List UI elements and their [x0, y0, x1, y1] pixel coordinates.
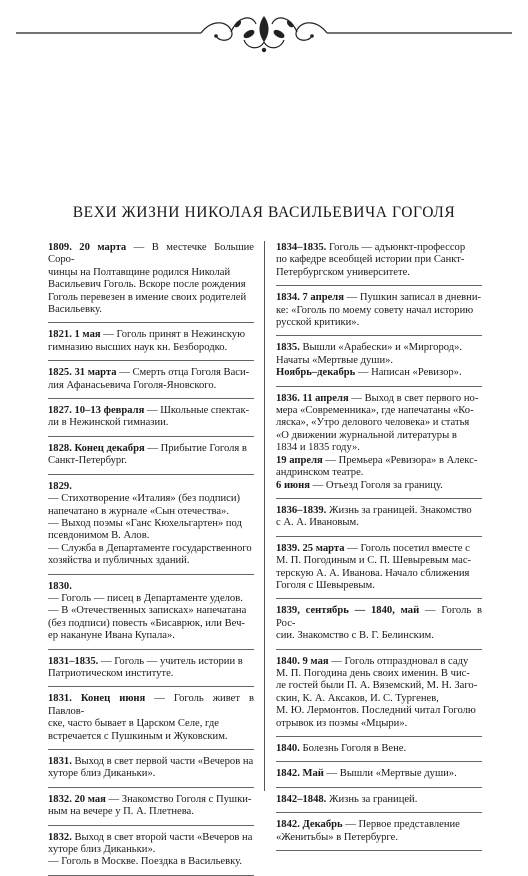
entry-line — [276, 305, 482, 317]
entry-text: — Гоголь в Москве. Поездка в Васильевку. — [48, 856, 243, 868]
entry-line — [276, 442, 482, 454]
entry-line — [48, 856, 254, 868]
column-divider — [264, 241, 265, 791]
entry-text: — Гоголь принят в Нежинскую — [100, 329, 246, 341]
chronology-entry — [276, 242, 482, 286]
entry-text: скин, К. А. Аксаков, И. С. Тургенев, — [276, 692, 439, 704]
entry-line — [48, 806, 254, 818]
entry-line — [276, 267, 482, 279]
entry-text: 1834 и 1835 году». — [276, 442, 360, 454]
entry-text: гимназию высших наук кн. Безбородко. — [48, 341, 228, 353]
entry-date: 1834. 7 апреля — [276, 292, 344, 304]
entry-text: — Гоголь отпраздновал в саду — [328, 655, 469, 667]
entry-line — [48, 518, 254, 530]
entry-line — [48, 417, 254, 429]
entry-line — [276, 505, 482, 517]
entry-text: хуторе близ Диканьки». — [48, 844, 156, 856]
entry-line — [276, 367, 482, 379]
entry-date: 1831–1835. — [48, 655, 99, 667]
entry-text: Васильевку. — [48, 304, 102, 316]
entry-text: (без подписи) повесть «Бисаврюк, или Веч- — [48, 617, 245, 629]
entry-line — [276, 819, 482, 831]
entry-line — [48, 656, 254, 668]
right-column — [276, 242, 482, 851]
chronology-entry — [276, 286, 482, 336]
entry-line — [48, 506, 254, 518]
chronology-entry — [276, 788, 482, 813]
entry-text: Гоголь — адъюнкт-профессор — [326, 242, 466, 253]
entry-text: — Знакомство Гоголя с Пушки- — [105, 793, 252, 805]
entry-text: Петербургском университете. — [276, 266, 410, 278]
entry-text: ке: «Гоголь по моему совету начал историю — [276, 304, 474, 316]
entry-text: Выход в свет второй части «Вечеров на — [71, 831, 253, 843]
entry-text: «О движении журнальной литературы в — [276, 429, 457, 441]
entry-text: — Гоголь в Рос- — [276, 605, 482, 629]
entry-text: встречается с Пушкиным и Жуковским. — [48, 730, 228, 742]
entry-line — [48, 668, 254, 680]
entry-text: Гоголя с Шевыревым. — [276, 579, 375, 591]
entry-line — [276, 317, 482, 329]
entry-text: сии. Знакомство с В. Г. Белинским. — [276, 630, 434, 642]
entry-date: 1831. — [48, 756, 72, 767]
entry-line — [48, 794, 254, 806]
entry-line — [276, 656, 482, 668]
entry-text: — Выход в свет первого но- — [348, 392, 479, 404]
chronology-entry — [48, 437, 254, 475]
entry-date: 1836. 11 апреля — [276, 392, 349, 404]
entry-date: 1842–1848. — [276, 793, 327, 805]
entry-line — [276, 794, 482, 806]
chronology-entry — [48, 826, 254, 876]
left-column — [48, 242, 254, 876]
entry-line — [276, 693, 482, 705]
entry-date: 1842. Май — [276, 768, 324, 780]
entry-text: Болезнь Гоголя в Вене. — [299, 743, 407, 754]
chronology-entry — [276, 813, 482, 851]
entry-line — [276, 680, 482, 692]
entry-line — [48, 718, 254, 730]
entry-line — [48, 581, 254, 593]
entry-text: — Выход поэмы «Ганс Кюхельгартен» под — [48, 517, 242, 529]
chronology-entry — [276, 650, 482, 737]
entry-line — [48, 279, 254, 291]
chronology-entry — [48, 242, 254, 323]
entry-text: андринском театре. — [276, 467, 364, 479]
entry-line — [48, 555, 254, 567]
chronology-entry — [48, 399, 254, 437]
entry-text: Патриотическом институте. — [48, 667, 174, 679]
entry-date: 1830. — [48, 580, 72, 592]
entry-text: псевдонимом В. Алов. — [48, 530, 150, 542]
entry-line — [276, 705, 482, 717]
entry-line — [48, 380, 254, 392]
entry-date: 1836–1839. — [276, 504, 327, 516]
chronology-entry — [48, 361, 254, 399]
entry-text: хуторе близ Диканьки». — [48, 768, 156, 780]
chronology-entry — [276, 336, 482, 386]
entry-text: русской критики». — [276, 317, 360, 329]
chronology-entry — [276, 499, 482, 537]
entry-text: — Школьные спектак- — [144, 405, 250, 417]
entry-date: 1828. Конец декабря — [48, 442, 145, 454]
entry-text: — Первое представление — [342, 819, 460, 831]
entry-line — [276, 292, 482, 304]
entry-line — [276, 743, 482, 755]
chronology-entry — [276, 762, 482, 787]
entry-date: 1832. — [48, 831, 72, 843]
chronology-entry — [276, 387, 482, 499]
entry-line — [48, 693, 254, 718]
entry-line — [276, 568, 482, 580]
entry-text: Вышли «Арабески» и «Миргород». — [299, 342, 463, 354]
entry-text: ле гостей были П. А. Вяземский, М. Н. Заго- — [276, 680, 478, 692]
chronology-entry — [276, 737, 482, 762]
entry-text: ске, часто бывает в Царском Селе, где — [48, 718, 219, 730]
entry-text: отрывок из поэмы «Мцыри». — [276, 717, 408, 729]
entry-text: лия Афанасьевича Гоголя-Яновского. — [48, 379, 217, 391]
entry-text: — Отъезд Гоголя за границу. — [309, 479, 443, 491]
entry-text: — Гоголь посетил вместе с — [344, 542, 470, 554]
entry-line — [276, 417, 482, 429]
entry-line — [276, 355, 482, 367]
entry-text: Санкт-Петербург. — [48, 455, 127, 467]
entry-text: чинцы на Полтавщине родился Николай — [48, 266, 231, 278]
entry-text: терскую А. А. Иванова. Начало сближения — [276, 567, 470, 579]
entry-date: 1835. — [276, 342, 300, 354]
entry-line — [276, 580, 482, 592]
entry-date: 1839. 25 марта — [276, 542, 345, 554]
entry-line — [48, 292, 254, 304]
entry-text: — Премьера «Ревизора» в Алекс- — [322, 454, 478, 466]
entry-line — [48, 844, 254, 856]
entry-line — [276, 630, 482, 642]
entry-line — [48, 267, 254, 279]
entry-text: — В местечке Большие Соро- — [48, 242, 254, 266]
entry-date: 1832. 20 мая — [48, 793, 106, 805]
entry-date: 1809. 20 марта — [48, 242, 127, 253]
entry-line — [48, 530, 254, 542]
entry-text: — Прибытие Гоголя в — [144, 442, 247, 454]
entry-line — [48, 405, 254, 417]
entry-line — [276, 342, 482, 354]
entry-text: «Женитьбы» в Петербурге. — [276, 831, 398, 843]
entry-line — [276, 555, 482, 567]
chronology-entry — [48, 687, 254, 750]
entry-line — [276, 480, 482, 492]
entry-line — [48, 242, 254, 267]
entry-text: хозяйства и публичных зданий. — [48, 555, 190, 567]
entry-text: — Вышли «Мертвые души». — [323, 768, 457, 780]
entry-text: — Пушкин записал в дневни- — [343, 292, 482, 304]
entry-text: — Гоголь живет в Павлов- — [48, 693, 255, 717]
floral-ornament-icon — [16, 10, 512, 56]
entry-text: ер накануне Ивана Купала». — [48, 630, 175, 642]
entry-text: — Гоголь — учитель истории в — [98, 655, 243, 667]
entry-line — [48, 593, 254, 605]
entry-line — [276, 467, 482, 479]
entry-text: — Стихотворение «Италия» (без подписи) — [48, 493, 241, 505]
entry-line — [276, 718, 482, 730]
entry-text: — Служба в Департаменте государственного — [48, 542, 252, 554]
entry-line — [276, 517, 482, 529]
entry-date: 1825. 31 марта — [48, 367, 117, 379]
entry-text: — Гоголь — писец в Департаменте уделов. — [48, 592, 243, 604]
entry-date: 1840. — [276, 743, 300, 754]
entry-date: Ноябрь–декабрь — [276, 367, 356, 379]
chronology-entry — [48, 575, 254, 650]
chronology-entry — [48, 475, 254, 575]
entry-line — [276, 430, 482, 442]
entry-text: — Написан «Ревизор». — [355, 367, 462, 379]
chronology-entry — [276, 599, 482, 649]
entry-line — [276, 832, 482, 844]
entry-line — [48, 768, 254, 780]
entry-line — [276, 768, 482, 780]
entry-text: ли в Нежинской гимназии. — [48, 417, 169, 429]
entry-text: ляска», «Утро делового человека» и статья — [276, 417, 470, 429]
entry-date: 19 апреля — [276, 454, 323, 466]
entry-date: 1827. 10–13 февраля — [48, 405, 145, 417]
entry-line — [48, 304, 254, 316]
entry-line — [48, 342, 254, 354]
entry-line — [48, 731, 254, 743]
entry-date: 1842. Декабрь — [276, 819, 343, 831]
entry-line — [48, 443, 254, 455]
entry-text: Гоголь перевезен в имение своих родителей — [48, 291, 247, 303]
entry-line — [276, 668, 482, 680]
entry-line — [48, 756, 254, 768]
entry-line — [276, 405, 482, 417]
chronology-entry — [48, 323, 254, 361]
entry-line — [48, 367, 254, 379]
entry-text: М. П. Погодиным и С. П. Шевыревым мас- — [276, 555, 472, 567]
entry-text: М. Ю. Лермонтов. Последний читал Гоголю — [276, 705, 476, 717]
entry-line — [48, 481, 254, 493]
entry-text: Начаты «Мертвые души». — [276, 354, 394, 366]
entry-text: мера «Современника», где напечатаны «Ко- — [276, 405, 474, 417]
entry-date: 1834–1835. — [276, 242, 327, 253]
entry-line — [276, 543, 482, 555]
entry-line — [276, 605, 482, 630]
entry-text: напечатано в журнале «Сын отечества». — [48, 505, 229, 517]
chronology-entry — [48, 788, 254, 826]
entry-text: Жизнь за границей. Знакомство — [326, 504, 472, 516]
entry-date: 1840. 9 мая — [276, 655, 329, 667]
entry-text: по кафедре всеобщей истории при Санкт- — [276, 254, 465, 266]
entry-line — [48, 832, 254, 844]
chronology-entry — [48, 650, 254, 688]
page-title: ВЕХИ ЖИЗНИ НИКОЛАЯ ВАСИЛЬЕВИЧА ГОГОЛЯ — [72, 204, 456, 221]
entry-line — [48, 493, 254, 505]
entry-line — [48, 618, 254, 630]
entry-line — [276, 242, 482, 254]
entry-line — [48, 630, 254, 642]
entry-text: Васильевич Гоголь. Вскоре после рождения — [48, 279, 246, 291]
entry-text: ным на вечере у П. А. Плетнева. — [48, 806, 194, 818]
entry-text: — Смерть отца Гоголя Васи- — [116, 367, 250, 379]
entry-text: М. П. Погодина день своих именин. В чис- — [276, 667, 470, 679]
entry-line — [48, 605, 254, 617]
entry-text: — В «Отечественных записках» напечатана — [48, 605, 247, 617]
entry-date: 1821. 1 мая — [48, 329, 101, 341]
entry-date: 1829. — [48, 480, 72, 492]
entry-text: Жизнь за границей. — [326, 793, 418, 805]
entry-line — [48, 329, 254, 341]
entry-date: 6 июня — [276, 479, 310, 491]
entry-line — [276, 455, 482, 467]
entry-date: 1831. Конец июня — [48, 693, 146, 705]
entry-line — [48, 455, 254, 467]
entry-text: с А. А. Ивановым. — [276, 517, 359, 529]
chronology-entry — [48, 750, 254, 788]
entry-line — [48, 543, 254, 555]
entry-line — [276, 254, 482, 266]
chronology-entry — [276, 537, 482, 600]
entry-date: 1839, сентябрь — 1840, май — [276, 605, 420, 617]
entry-text: Выход в свет первой части «Вечеров на — [71, 756, 254, 767]
entry-line — [276, 393, 482, 405]
